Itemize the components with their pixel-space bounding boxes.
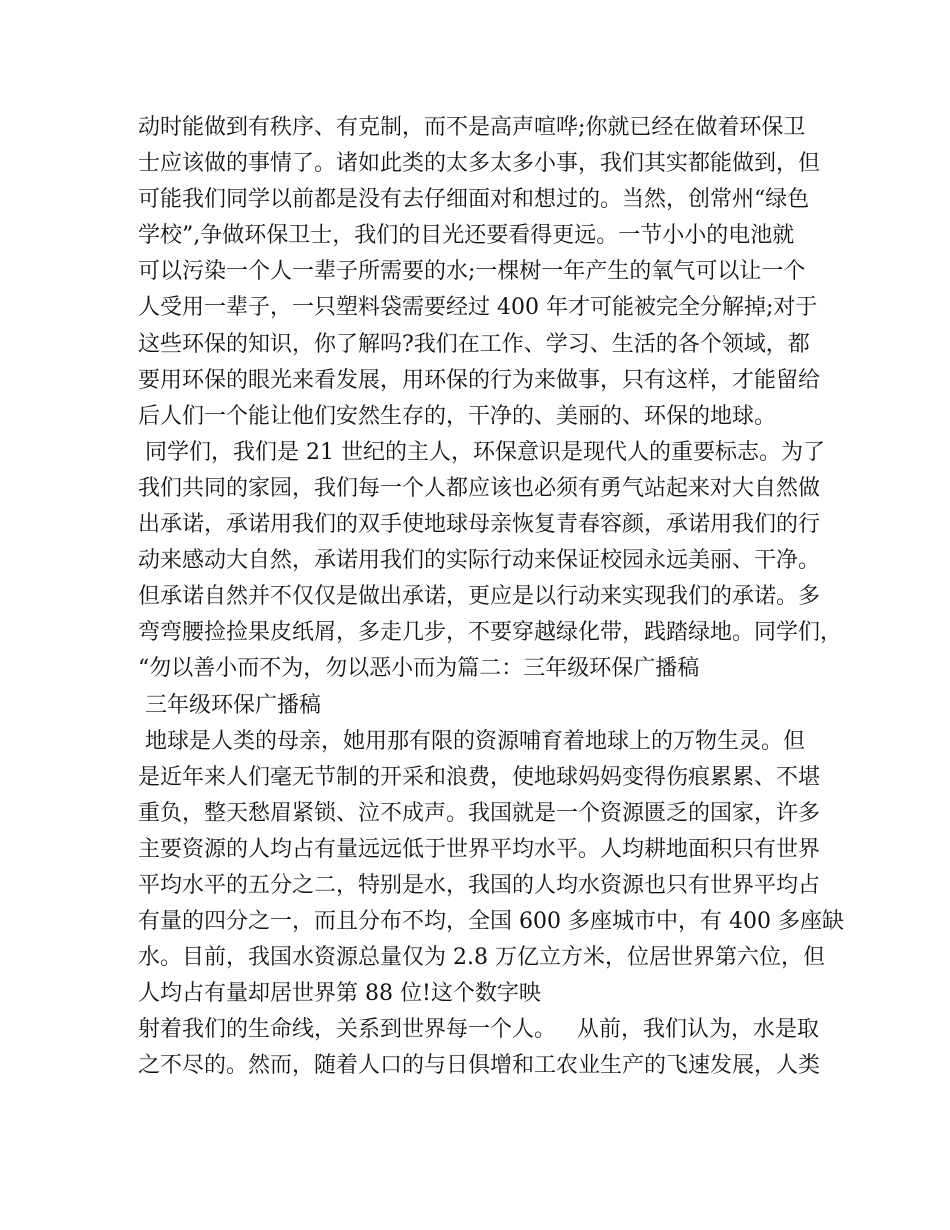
- text-line: 动时能做到有秩序、有克制，而不是高声喧哗;你就已经在做着环保卫: [138, 115, 806, 140]
- text-line: 同学们，我们是 21 世纪的主人，环保意识是现代人的重要标志。为了: [138, 439, 825, 465]
- text-line: 动来感动大自然，承诺用我们的实际行动来保证校园永远美丽、干净。: [138, 548, 821, 574]
- text-line: 重负，整天愁眉紧锁、泣不成声。我国就是一个资源匮乏的国家，许多: [138, 800, 821, 826]
- section-heading: 三年级环保广播稿: [138, 692, 321, 718]
- text-line: 我们共同的家园，我们每一个人都应该也必须有勇气站起来对大自然做: [138, 475, 821, 501]
- text-line: 人受用一辈子，一只塑料袋需要经过 400 年才可能被完全分解掉;对于: [138, 295, 818, 321]
- text-line: 后人们一个能让他们安然生存的，干净的、美丽的、环保的地球。: [138, 403, 777, 429]
- text-line: 是近年来人们毫无节制的开采和浪费，使地球妈妈变得伤痕累累、不堪: [138, 764, 821, 790]
- text-line: 有量的四分之一，而且分布不均，全国 600 多座城市中，有 400 多座缺: [138, 909, 844, 935]
- text-line: 地球是人类的母亲，她用那有限的资源哺育着地球上的万物生灵。但: [138, 728, 805, 754]
- text-line: “勿以善小而不为，勿以恶小而为篇二：三年级环保广播稿: [138, 656, 700, 682]
- text-line: 之不尽的。然而，随着人口的与日俱增和工农业生产的飞速发展，人类: [138, 1053, 821, 1079]
- text-line: 学校”,争做环保卫士，我们的目光还要看得更远。一节小小的电池就: [138, 223, 795, 249]
- text-line: 平均水平的五分之二，特别是水，我国的人均水资源也只有世界平均占: [138, 872, 821, 898]
- body-text: [138, 110, 844, 1085]
- text-line: 可能我们同学以前都是没有去仔细面对和想过的。当然，创常州“绿色: [138, 187, 810, 213]
- text-line: 可以污染一个人一辈子所需要的水;一棵树一年产生的氧气可以让一个: [138, 259, 806, 285]
- text-line: 人均占有量却居世界第 88 位!这个数字映: [138, 981, 541, 1007]
- text-line: 射着我们的生命线，关系到世界每一个人。 从前，我们认为，水是取: [138, 1017, 819, 1043]
- text-line: 出承诺，承诺用我们的双手使地球母亲恢复青春容颜，承诺用我们的行: [138, 512, 821, 538]
- text-line: 但承诺自然并不仅仅是做出承诺，更应是以行动来实现我们的承诺。多: [138, 584, 821, 610]
- text-line: 士应该做的事情了。诸如此类的太多太多小事，我们其实都能做到，但: [138, 151, 821, 177]
- text-line: 要用环保的眼光来看发展，用环保的行为来做事，只有这样，才能留给: [138, 367, 821, 393]
- text-line: 主要资源的人均占有量远远低于世界平均水平。人均耕地面积只有世界: [138, 836, 821, 862]
- text-line: 弯弯腰捡捡果皮纸屑，多走几步，不要穿越绿化带，践踏绿地。同学们，: [138, 620, 843, 646]
- text-line: 水。目前，我国水资源总量仅为 2.8 万亿立方米，位居世界第六位，但: [138, 945, 825, 971]
- text-line: 这些环保的知识，你了解吗?我们在工作、学习、生活的各个领域，都: [138, 331, 810, 357]
